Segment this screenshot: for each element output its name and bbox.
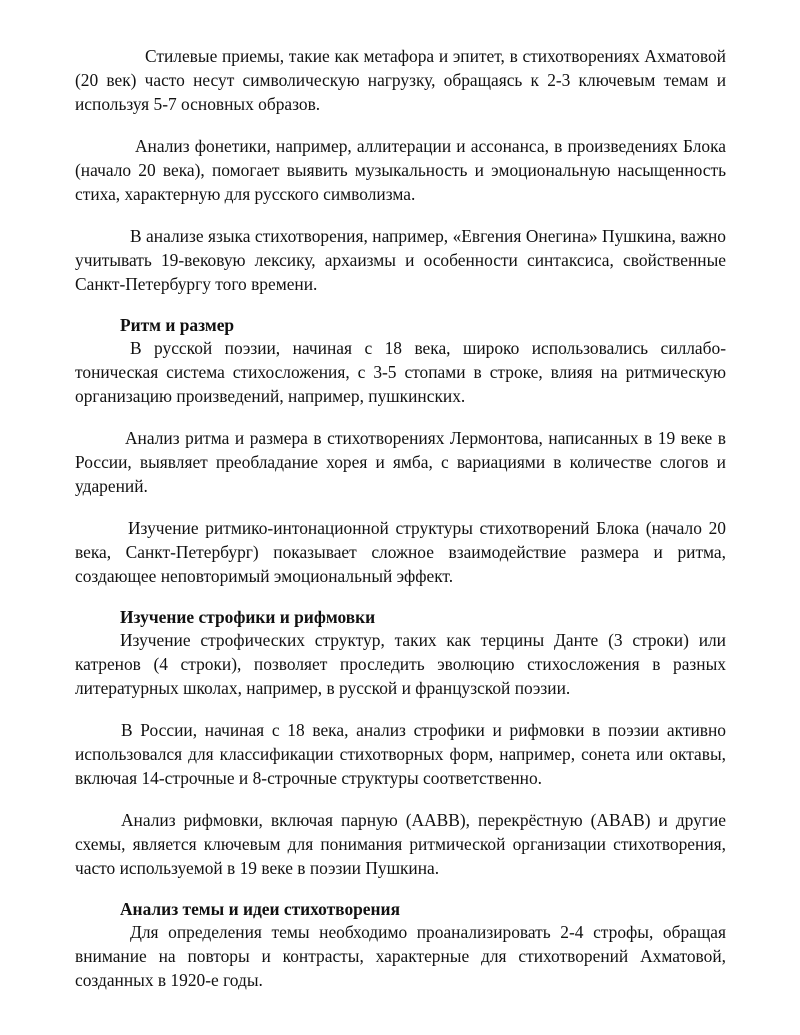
- paragraph: Анализ фонетики, например, аллитерации и ассонанса, в произведениях Блока (начало 20 века), помогает выявить музыкальность и эмоциональную насыщенность стиха, характерную для русского символизма.: [75, 136, 726, 204]
- section-heading: Анализ темы и идеи стихотворения: [120, 899, 400, 919]
- paragraph: Для определения темы необходимо проанализировать 2-4 строфы, обращая внимание на повторы и контрасты, характерные для стихотворений Ахматовой, созданных в 1920-е годы.: [75, 922, 726, 990]
- paragraph: Анализ рифмовки, включая парную (AABB), перекрёстную (ABAB) и другие схемы, является ключевым для понимания ритмической организации стихотворения, часто используемой в 19 веке в поэзии Пушкина.: [75, 810, 726, 878]
- paragraph: В России, начиная с 18 века, анализ строфики и рифмовки в поэзии активно использовался для классификации стихотворных форм, например, сонета или октавы, включая 14-строчные и 8-строчные структуры соответственно.: [75, 720, 726, 788]
- paragraph: В анализе языка стихотворения, например, «Евгения Онегина» Пушкина, важно учитывать 19-вековую лексику, архаизмы и особенности синтаксиса, свойственные Санкт-Петербургу того времени.: [75, 226, 726, 294]
- paragraph: Изучение ритмико-интонационной структуры стихотворений Блока (начало 20 века, Санкт-Петербург) показывает сложное взаимодействие размера и ритма, создающее неповторимый эмоциональный эффект.: [75, 518, 726, 586]
- section-stanza: [75, 606, 726, 880]
- paragraph: Анализ ритма и размера в стихотворениях Лермонтова, написанных в 19 веке в России, выявляет преобладание хорея и ямба, с вариациями в количестве слогов и ударений.: [75, 428, 726, 496]
- section-intro: [75, 44, 726, 296]
- section-heading: Изучение строфики и рифмовки: [120, 607, 376, 627]
- section-rhythm: [75, 314, 726, 588]
- paragraph: Изучение строфических структур, таких как терцины Данте (3 строки) или катренов (4 строки), позволяет проследить эволюцию стихосложения в разных литературных школах, например, в русской и французской поэзии.: [75, 630, 726, 698]
- paragraph: Стилевые приемы, такие как метафора и эпитет, в стихотворениях Ахматовой (20 век) часто несут символическую нагрузку, обращаясь к 2-3 ключевым темам и используя 5-7 основных образов.: [75, 46, 726, 114]
- document-page: [75, 44, 726, 1010]
- paragraph: В русской поэзии, начиная с 18 века, широко использовались силлабо-тоническая система стихосложения, с 3-5 стопами в строке, влияя на ритмическую организацию произведений, например, пушкинских.: [75, 338, 726, 406]
- section-heading: Ритм и размер: [120, 315, 235, 335]
- section-theme: [75, 898, 726, 992]
